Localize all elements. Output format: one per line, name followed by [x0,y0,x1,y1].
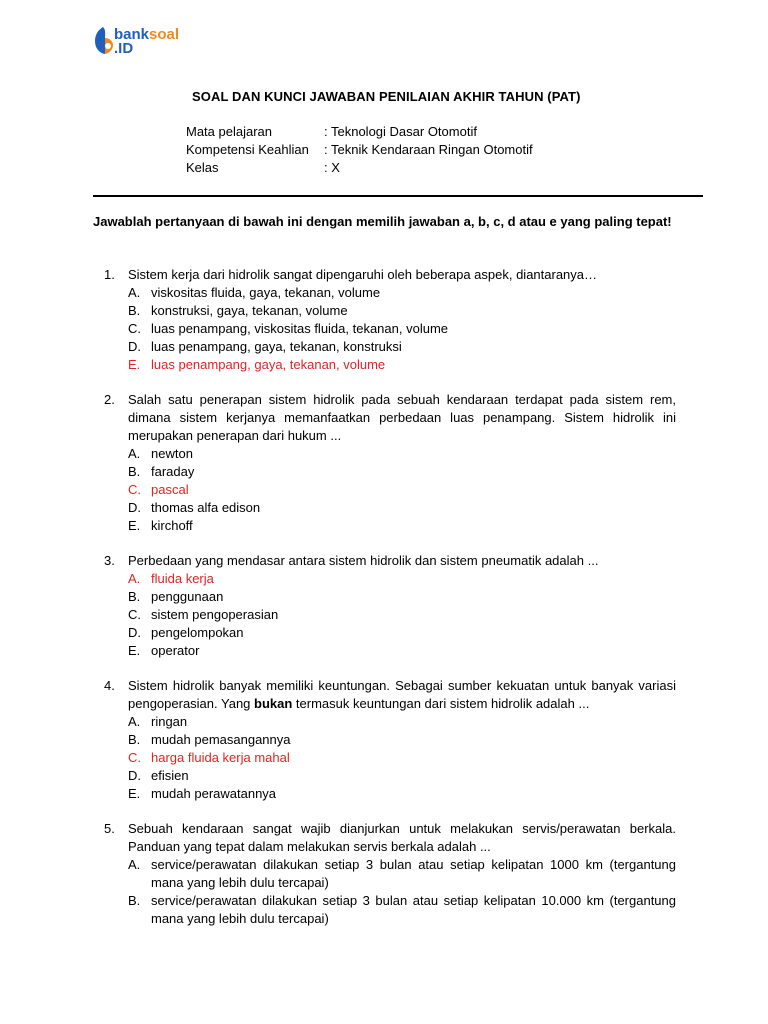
meta-row-class [186,159,533,177]
question-number: 1. [104,267,115,282]
question-list [104,266,676,945]
option-c-correct-answer: C. harga fluida kerja mahal [128,750,290,765]
question-number: 4. [104,678,115,693]
question-1 [104,266,676,374]
option-a: A. viskositas fluida, gaya, tekanan, volume [128,285,381,300]
option-b: B. konstruksi, gaya, tekanan, volume [128,303,348,318]
question-text: Sebuah kendaraan sangat wajib dianjurkan untuk melakukan servis/perawatan berkala. Panduan yang tepat dalam melakukan servis berkala adalah ... [128,821,676,854]
meta-label: Kompetensi Keahlian [186,142,309,157]
option-list [128,713,676,803]
option-list [128,570,676,660]
option-a-correct-answer: A. fluida kerja [128,571,214,586]
option-a: A. ringan [128,714,188,729]
option-d: D. efisien [128,768,189,783]
header-divider [93,195,703,197]
option-c-correct-answer: C. pascal [128,482,189,497]
meta-value: : X [324,160,340,175]
option-d: D. luas penampang, gaya, tekanan, konstruksi [128,339,402,354]
banksoal-logo-icon [94,26,114,56]
option-b: B. penggunaan [128,589,224,604]
question-number: 5. [104,821,115,836]
option-c: C. luas penampang, viskositas fluida, tekanan, volume [128,321,449,336]
question-number: 2. [104,392,115,407]
option-a: A. service/perawatan dilakukan setiap 3 bulan atau setiap kelipatan 1000 km (tergantung mana yang lebih dulu tercapai) [128,857,676,890]
option-e: E. mudah perawatannya [128,786,277,801]
option-c: C. sistem pengoperasian [128,607,279,622]
banksoal-logo [94,26,204,60]
option-b: B. service/perawatan dilakukan setiap 3 bulan atau setiap kelipatan 10.000 km (tergantung mana yang lebih dulu tercapai) [128,893,676,926]
option-list [128,284,676,374]
question-text: Sistem kerja dari hidrolik sangat dipengaruhi oleh beberapa aspek, diantaranya… [128,267,598,282]
emphasis-bukan: bukan [254,696,293,711]
question-5 [104,820,676,928]
document-title: SOAL DAN KUNCI JAWABAN PENILAIAN AKHIR TAHUN (PAT) [192,89,581,104]
logo-wordmark: banksoal [114,26,180,43]
question-number: 3. [104,553,115,568]
option-e: E. operator [128,643,200,658]
option-d: D. thomas alfa edison [128,500,261,515]
question-text: Salah satu penerapan sistem hidrolik pada sebuah kendaraan terdapat pada sistem rem, dimana sistem kerjanya memanfaatkan perbedaan luas penampang. Sistem hidrolik ini merupakan penerapan dari hukum ... [128,392,676,443]
option-d: D. pengelompokan [128,625,244,640]
option-e: E. kirchoff [128,518,193,533]
option-b: B. mudah pemasangannya [128,732,291,747]
option-list [128,445,676,535]
meta-row-competency [186,141,533,159]
instruction-text: Jawablah pertanyaan di bawah ini dengan memilih jawaban a, b, c, d atau e yang paling tepat! [93,214,672,229]
option-b: B. faraday [128,464,195,479]
option-a: A. newton [128,446,193,461]
meta-label: Mata pelajaran [186,124,272,139]
question-text: Sistem hidrolik banyak memiliki keuntungan. Sebagai sumber kekuatan untuk banyak variasi pengoperasian. Yang bukan termasuk keuntungan dari sistem hidrolik adalah ... [128,678,676,711]
meta-row-subject [186,123,533,141]
option-e-correct-answer: E. luas penampang, gaya, tekanan, volume [128,357,386,372]
logo-id-suffix: .ID [114,40,134,57]
question-2 [104,391,676,535]
meta-value: : Teknologi Dasar Otomotif [324,124,477,139]
meta-value: : Teknik Kendaraan Ringan Otomotif [324,142,533,157]
meta-label: Kelas [186,160,219,175]
question-text: Perbedaan yang mendasar antara sistem hidrolik dan sistem pneumatik adalah ... [128,553,599,568]
option-list [128,856,676,928]
question-3 [104,552,676,660]
document-meta [186,123,533,177]
question-4 [104,677,676,803]
